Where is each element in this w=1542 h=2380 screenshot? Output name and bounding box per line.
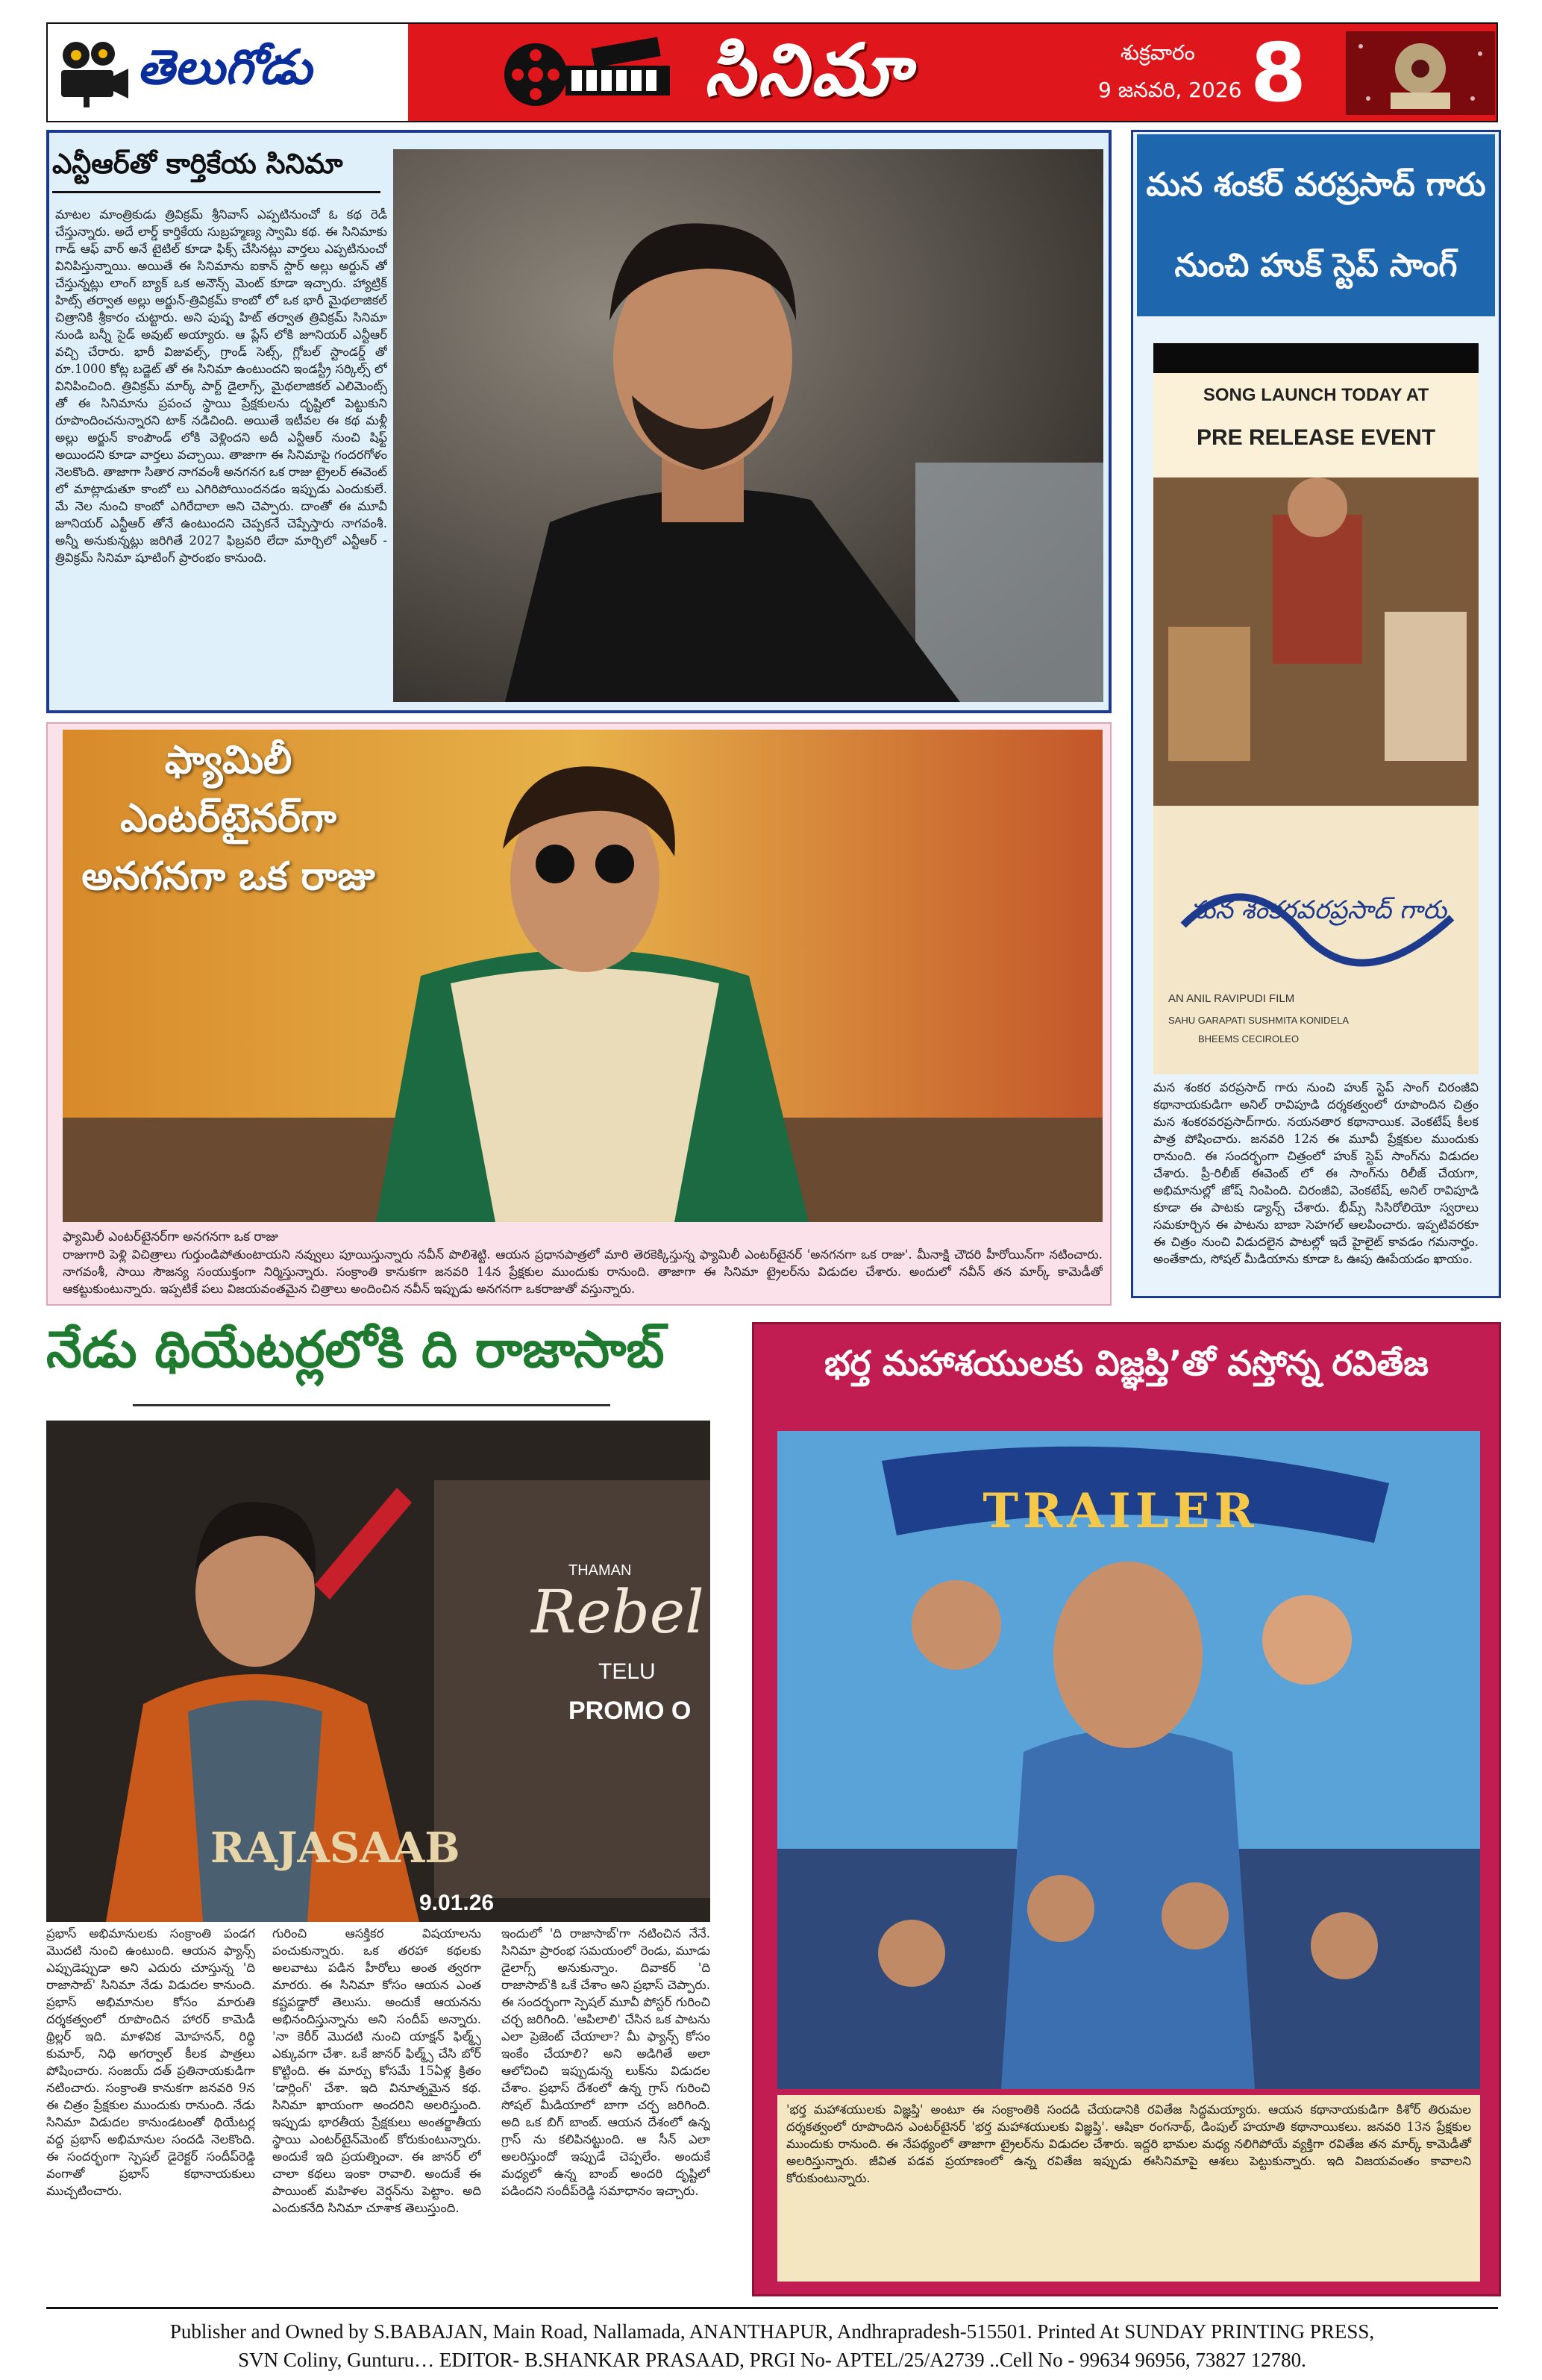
raju-caption: ఫ్యామిలీ ఎంటర్‌టైనర్‌గా అనగనగా ఒక రాజు (63, 1230, 278, 1244)
rajasaab-column-3: ఇందులో 'ది రాజాసాబ్'గా నటించిన నేనే. సినిమా ప్రారంభ సమయంలో రెండు, మూడు డైలాగ్స్ అనుకున్నాం. దివాకర్ 'ది రాజాసాబ్'కి ఒకే చేశాం అని ప్రభాస్ చెప్పారు. ఈ సందర్భంగా స్పెషల్ మూవీ పోస్టర్ గురించి చర్చ జరిగింది. 'ఆపిలాలి' చేసిన ఒక పాటను ఎలా ప్రెజెంట్ చేయాలా? మీ ఫ్యాన్స్ కోసం ఇంకేం చేయాలి? అని అడిగితే అలా ఆలోచించి ఇప్పుడున్న లుక్‌ను విడుదల చేశాం. ప్రభాస్ దేశంలో ఉన్న గ్రాస్ గురించి సోషల్ మీడియాలో బాగా చర్చ జరిగింది. అది ఒక బిగ్ బాంబ్. ఆయన దేశంలో ఉన్న గ్రాస్ ను కలిపినట్టుంది. ఆ సీన్ ఎలా అలరిస్తుందో ఇప్పుడే చెప్పలేం. అందుకే మధ్యలో ఉన్న బాంబ్ అందరి దృష్టిలో పడిందని సందీప్‌రెడ్డి సమాధానం ఇచ్చారు. (501, 1926, 710, 2198)
poster-rebel: Rebel (531, 1577, 704, 1647)
brand-logo: తెలుగోడు (137, 40, 312, 95)
poster-title: RAJASAAB (210, 1823, 460, 1873)
footer-imprint-line-2: SVN Coliny, Gunturu… EDITOR- B.SHANKAR PRASAAD, PRGI No- APTEL/25/A2739 ..Cell No - 99634 96956, 73827 12780. (238, 2349, 1306, 2371)
rajasaab-column-1: ప్రభాస్ అభిమానులకు సంక్రాంతి పండగ మొదటి నుంచి ఉంటుంది. ఆయన ఫ్యాన్స్ ఎప్పుడెప్పుడా అని ఎదురు చూస్తున్న 'ది రాజాసాబ్' సినిమా నేడు విడుదల కానుంది. ప్రభాస్ అభిమానుల కోసం మారుతి దర్శకత్వంలో రూపొందిన హారర్ కామెడీ థ్రిల్లర్ ఇది. మాళవిక మోహనన్, రిద్ధి కుమార్, నిధి అగర్వాల్ కీలక పాత్రలు పోషించారు. సంజయ్ దత్ ప్రతినాయకుడిగా నటించారు. సంక్రాంతి కానుకగా జనవరి 9న ఈ చిత్రం ప్రేక్షకుల ముందుకు రానుంది. నేడు సినిమా విడుదల కానుండటంతో థియేటర్ల వద్ద ప్రభాస్ అభిమానుల సందడి నెలకొంది. ఈ సందర్భంగా స్పెషల్ డైరెక్టర్ సందీప్‌రెడ్డి వంగాతో ప్రభాస్ కథానాయకులు ముచ్చటించారు. (46, 1926, 255, 2198)
poster-title: మన శంకరవరప్రసాద్ గారు (1188, 895, 1447, 925)
raju-body: రాజుగారి పెళ్లి విచిత్రాలు గుర్తుండిపోతుంటాయని నవ్వులు పూయిస్తున్నారు నవీన్ పొలిశెట్టి. ఆయన ప్రధానపాత్రలో మారి తెరకెక్కిస్తున్న ఫ్యామిలీ ఎంటర్‌టైనర్ 'అనగనగా ఒక రాజు'. మీనాక్షి చౌదరి హీరోయిన్‌గా నటించారు. నాగవంశీ, సాయి సౌజన్య సంయుక్తంగా నిర్మిస్తున్నారు. సంక్రాంతి కానుకగా జనవరి 14న ప్రేక్షకుల ముందుకు రానుంది. తాజాగా ఈ సినిమా ట్రైలర్‌ను విడుదల చేశారు. అందులో నవీన్ తన మార్క్ కామెడీతో ఆకట్టుకుంటున్నారు. ఇప్పటికే పలు విజయవంతమైన చిత్రాలు అందించిన నవీన్ ఇప్పుడు అనగనగా ఒకరాజుతో వస్తున్నారు. (63, 1247, 1103, 1296)
masthead (46, 22, 1498, 122)
shankar-body: మన శంకర వరప్రసాద్ గారు నుంచి హుక్ స్టెప్ సాంగ్ చిరంజీవి కథానాయకుడిగా అనిల్ రావిపూడి దర్శకత్వంలో రూపొందిన చిత్రం మన శంకరవరప్రసాద్‌గారు. నయనతార కథానాయిక. వెంకటేష్ కీలక పాత్ర పోషించారు. జనవరి 12న ఈ మూవీ ప్రేక్షకుల ముందుకు రానుంది. ఈ సందర్భంగా చిత్రంలో హుక్ స్టెప్ సాంగ్‌ను విడుదల చేశారు. ప్రీ-రిలీజ్ ఈవెంట్ లో ఈ సాంగ్‌ను రిలీజ్ చేయగా, అభిమానుల్లో జోష్ నింపింది. చిరంజీవి, వెంకటేష్, అనిల్ రావిపూడి కూడా ఈ పాటకు డ్యాన్స్ చేశారు. భీమ్స్ సిసిరోలియో స్వరాలు సమకూర్చిన ఈ పాటను బాబా సెహగల్ ఆలపించారు. ఇప్పటివరకూ ఈ చిత్రం నుంచి విడుదలైన పాటల్లో ఇదే హైలైట్ కావడం గమనార్హం. అంతేకాదు, సోషల్ మీడియాను కూడా ఓ ఊపు ఊపేయడం ఖాయం. (1153, 1080, 1479, 1266)
film-reel-icon (503, 36, 674, 110)
rajasaab-poster (46, 1421, 710, 1922)
raviteja-poster (777, 1431, 1480, 2089)
footer-imprint-line-1: Publisher and Owned by S.BABAJAN, Main Road, Nallamada, ANANTHAPUR, Andhrapradesh-515501. Printed At SUNDAY PRINTING PRESS, (169, 2320, 1375, 2343)
ntr-body: మాటల మాంత్రికుడు త్రివిక్రమ్ శ్రీనివాస్ ఎప్పటినుంచో ఓ కథ రెడీ చేస్తున్నారు. అదే లార్డ్ కార్తికేయ సుబ్రహ్మణ్య స్వామి కథ. ఈ సినిమాకు గాడ్ ఆఫ్ వార్ అనే టైటిల్ కూడా ఫిక్స్ చేసినట్లు వార్తలు ఎప్పటినుంచో వినిపిస్తున్నాయి. అయితే ఈ సినిమాను ఐకాన్ స్టార్ అల్లు అర్జున్ తో చేస్తున్నట్లు లాంగ్ బ్యాక్ ఒక అనౌన్స్ మెంట్ కూడా ఇచ్చారు. హ్యాట్రిక్ హిట్స్ తర్వాత అల్లు అర్జున్-త్రివిక్రమ్ కాంబో లో ఒక భారీ మైథలాజికల్ చిత్రానికి శ్రీకారం చుట్టారు. అని పుష్ప హిట్ తర్వాత త్రివిక్రమ్ సినిమా నుండి బన్నీ సైడ్ అవుట్ అయ్యారు. ఆ ప్లేస్ లోకి జూనియర్ ఎన్టీఆర్ వచ్చి చేరారు. భారీ విజువల్స్, గ్రాండ్ సెట్స్, గ్లోబల్ స్టాండర్డ్ తో రూ.1000 కోట్ల బడ్జెట్ తో ఈ సినిమా ఉంటుందని ఇండస్ట్రీ సర్కిల్స్ లో వినిపించింది. త్రివిక్రమ్ మార్క్ పార్ట్ డైలాగ్స్, మైథలాజికల్ ఎలిమెంట్స్ తో ఈ సినిమాను ప్రపంచ స్థాయి ప్రేక్షకులను దృష్టిలో పెట్టుకుని రూపొందించనున్నారని టాక్ నడిచింది. అయితే ఇటీవల ఈ కథ మళ్లీ అల్లు అర్జున్ కాంపౌండ్ లోకి వెళ్లిందని అదీ ఎన్టీఆర్ నుంచి షిఫ్ట్ అయిందని కూడా వార్తలు వచ్చాయి. తాజాగా ఈ సినిమాపై గందరగోళం నెలకొంది. తాజాగా సితార నాగవంశీ అనగనగ ఒక రాజు ట్రైలర్ ఈవెంట్ లో మాట్లాడుతూ కాంబో లు ఎగిరిపోయిందనడం ఇప్పుడు ఎందుకులే. మే నెల నుంచి కాంబో ఎగిరేదాలా అని చెప్పారు. దాంతో ఈ మూవీ జూనియర్ ఎన్టీఆర్ తోనే ఉంటుందని చెప్పకనే చెప్పేస్తారు నాగవంశీ. అన్నీ అనుకున్నట్లు జరిగితే 2027 ఫిబ్రవరి లేదా మార్చిలో ఎన్టీఆర్ - త్రివిక్రమ్ సినిమా షూటింగ్ ప్రారంభం కానుంది. (55, 207, 387, 565)
dateline-day: శుక్రవారం (1121, 40, 1195, 65)
shankar-headline: మన శంకర్ వరప్రసాద్ గారు నుంచి హుక్ స్టెప్ సాంగ్ (1137, 134, 1495, 316)
poster-date: 9.01.26 (419, 1891, 495, 1915)
poster-telugu: TELU (598, 1659, 656, 1684)
rajasaab-column-2: గురించి ఆసక్తికర విషయాలను పంచుకున్నారు. ఒక తరహా కథలకు అలవాటు పడిన హీరోలు అంత త్వరగా మారరు. ఈ సినిమా కోసం ఆయన ఎంత కష్టపడ్డారో తెలుసు. అందుకే ఆయనను అభినందిస్తున్నాను అని సందీప్ అన్నారు. 'నా కెరీర్ మొదటి నుంచి యాక్షన్ ఫిల్మ్స్ ఎక్కువగా చేశా. ఒకే జానర్ ఫిల్మ్స్ చేసి బోర్ కొట్టింది. ఈ మార్పు కోసమే 15ఏళ్ల క్రితం 'డార్లింగ్' చేశా. ఇది వినూత్నమైన కథ. సినిమా ఖాయంగా అందరిని అలరిస్తుంది. ఇప్పుడు భారతీయ ప్రేక్షకులు అంతర్జాతీయ స్థాయి ఎంటర్‌టైన్‌మెంట్ కోరుకుంటున్నారు. అందుకే ఇది ప్రయత్నించా. ఈ జానర్ లో చాలా కథలు ఇంకా రావాలి. అందుకే ఈ పాయింట్ మహిళల వెర్షన్‌ను పెట్టాం. అది ఎందుకనేది సినిమా చూశాక తెలుస్తుంది. (272, 1926, 481, 2215)
section-title: సినిమా (704, 28, 913, 112)
poster-credit-1: AN ANIL RAVIPUDI FILM (1168, 992, 1295, 1005)
raju-headline: ఫ్యామిలీ ఎంటర్‌టైనర్‌గా అనగనగా ఒక రాజు (81, 738, 375, 899)
poster-song-launch: SONG LAUNCH TODAY AT (1203, 385, 1429, 405)
ntr-headline: ఎన్టీఆర్‌తో కార్తికేయ సినిమా (52, 148, 380, 193)
poster-credit-3: BHEEMS CECIROLEO (1198, 1033, 1300, 1045)
ntr-photo (393, 149, 1103, 702)
raviteja-body: 'భర్త మహాశయులకు విజ్ఞప్తి' అంటూ ఈ సంక్రాంతికి సందడి చేయడానికి రవితేజ సిద్ధమయ్యారు. ఆయన కథానాయకుడిగా కిశోర్ తిరుమల దర్శకత్వంలో రూపొందిన ఎంటర్‌టైనర్ 'భర్త మహాశయులకు విజ్ఞప్తి'. ఆషికా రంగనాథ్, డింపుల్ హయాతి కథానాయికలు. జనవరి 13న ప్రేక్షకుల ముందుకు రానుంది. ఈ నేపథ్యంలో తాజాగా ట్రైలర్‌ను విడుదల చేశారు. ఇద్దరి భామల మధ్య నలిగిపోయే వ్యక్తిగా రవితేజ తన మార్క్ కామెడీతో అలరిస్తున్నారు. జీవిత పడవ ప్రయాణంలో ఉన్న రవితేజ ఇప్పుడు ఈసినిమాపై ఆశలు పెట్టుకున్నారు. ఇది విజయవంతం కావాలని కోరుకుంటున్నారు. (777, 2095, 1480, 2282)
poster-trailer: TRAILER (982, 1483, 1259, 1539)
raviteja-headline: భర్త మహాశయులకు విజ్ఞప్తి’తో వస్తోన్న రవితేజ (824, 1343, 1429, 1383)
poster-release-event: PRE RELEASE EVENT (1196, 425, 1436, 450)
brand-box (48, 24, 408, 121)
page-number: 8 (1250, 27, 1307, 120)
movie-camera-icon (54, 37, 131, 109)
poster-thaman: THAMAN (568, 1562, 632, 1579)
footer-rule (46, 2307, 1498, 2309)
rajasaab-headline: నేడు థియేటర్లలోకి ది రాజాసాబ్ (46, 1321, 665, 1380)
dateline-date: 9 జనవరి, 2026 (1098, 78, 1242, 102)
cinema-ornament-icon (1346, 31, 1495, 115)
poster-promo: PROMO O (568, 1697, 692, 1725)
headline-rule (133, 1404, 610, 1406)
poster-credit-2: SAHU GARAPATI SUSHMITA KONIDELA (1168, 1015, 1349, 1026)
shankar-poster (1153, 343, 1479, 1074)
